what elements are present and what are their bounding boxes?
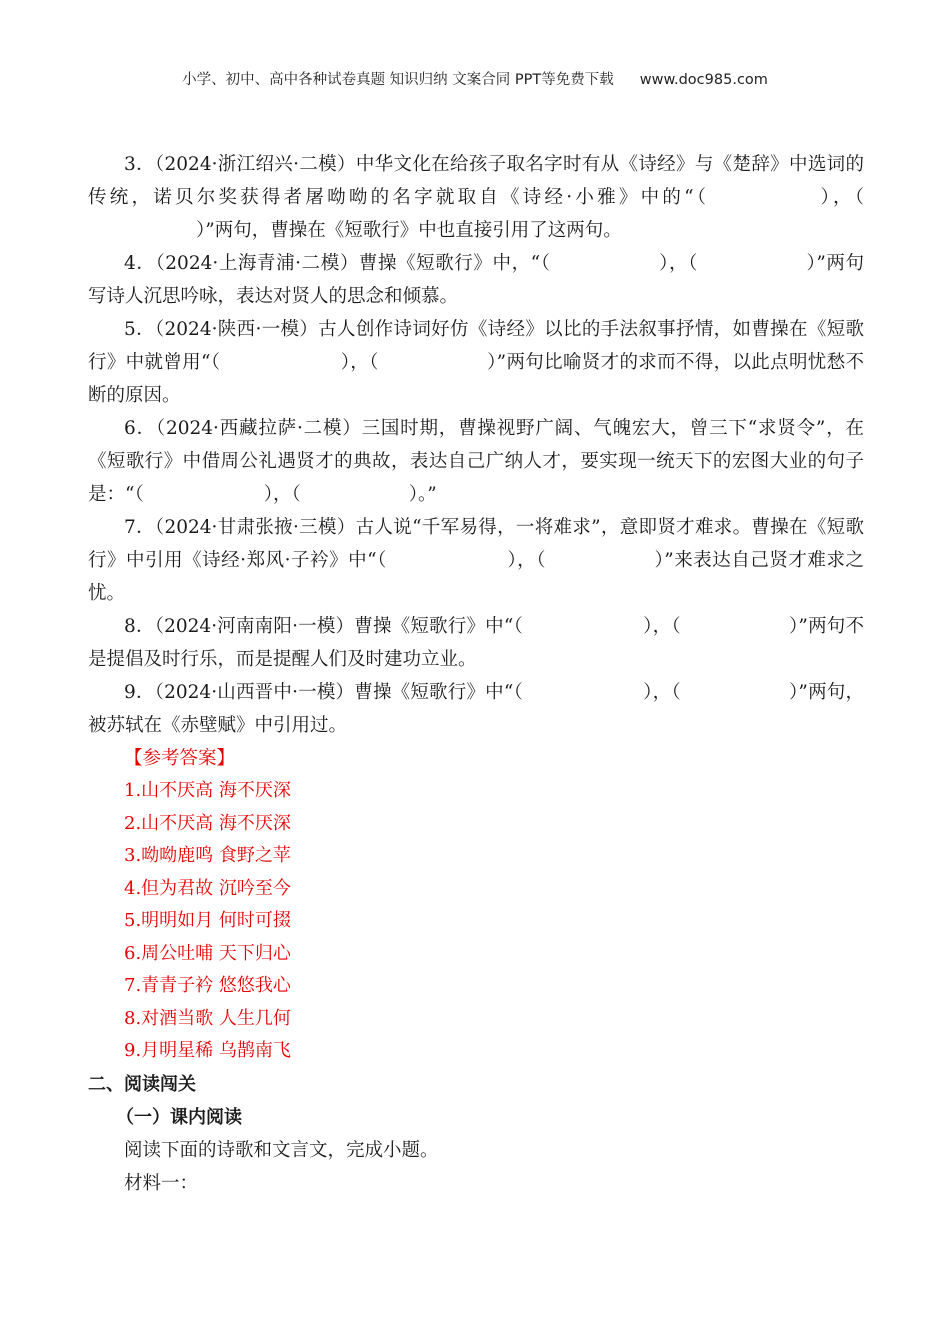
document-body — [88, 148, 864, 1200]
question-text: 4．（2024·上海青浦·二模）曹操《短歌行》中，“（ — [124, 253, 551, 274]
question-text: ），（ — [817, 187, 864, 208]
answer-item: 1.山不厌高 海不厌深 — [124, 780, 291, 801]
question-text: 7．（2024·甘肃张掖·三模）古人说“千军易得，一将难求”，意即贤才难求。曹操在《短歌行》中引用《诗经·郑风·子衿》中“（ — [88, 517, 864, 571]
question-5 — [88, 313, 864, 412]
question-text: ），（ — [642, 616, 681, 637]
question-text: ）”两句比喻贤才的求而不得，以此点明忧愁不断的原因。 — [88, 352, 864, 406]
question-4 — [88, 247, 864, 313]
header-text: 小学、初中、高中各种试卷真题 知识归纳 文案合同 PPT等免费下载 — [182, 72, 614, 88]
answer-item: 3.呦呦鹿鸣 食野之苹 — [124, 845, 291, 866]
question-text: ），（ — [642, 682, 681, 703]
question-7 — [88, 511, 864, 610]
instruction-text: 阅读下面的诗歌和文言文，完成小题。 — [124, 1139, 439, 1161]
question-text: ），（ — [658, 253, 698, 274]
question-text: ）”两句写诗人沉思吟咏，表达对贤人的思念和倾慕。 — [88, 253, 864, 307]
question-9 — [88, 676, 864, 742]
answer-item: 2.山不厌高 海不厌深 — [124, 812, 291, 834]
question-8 — [88, 610, 864, 676]
question-text: ）”两句，曹操在《短歌行》中也直接引用了这两句。 — [196, 220, 622, 241]
question-text: ），（ — [506, 550, 546, 571]
page-header — [0, 68, 950, 89]
header-site-link[interactable]: www.doc985.com — [639, 72, 768, 88]
question-text: 8．（2024·河南南阳·一模）曹操《短歌行》中“（ — [124, 616, 523, 637]
question-6 — [88, 412, 864, 511]
question-text: ）”两句不是提倡及时行乐，而是提醒人们及时建功立业。 — [88, 616, 864, 670]
question-text: ），（ — [340, 352, 379, 373]
answer-key-title: 【参考答案】 — [124, 748, 236, 769]
material-label: 材料一： — [124, 1172, 199, 1194]
question-text: ）。” — [408, 484, 437, 505]
question-text: 6．（2024·西藏拉萨·二模）三国时期，曹操视野广阔、气魄宏大，曾三下“求贤令”，在《短歌行》中借周公礼遇贤才的典故，表达自己广纳人才，要实现一统天下的宏图大业的句子是：“（ — [88, 418, 864, 505]
section-heading: 二、阅读闯关 — [88, 1073, 196, 1095]
question-3 — [88, 148, 864, 247]
answer-item: 6.周公吐哺 天下归心 — [124, 942, 291, 964]
answer-item: 4.但为君故 沉吟至今 — [124, 877, 291, 899]
question-text: 5．（2024·陕西·一模）古人创作诗词好仿《诗经》以比的手法叙事抒情，如曹操在《短歌行》中就曾用“（ — [88, 319, 864, 373]
subsection-heading: （一）课内阅读 — [116, 1106, 242, 1128]
question-text: ）”两句，被苏轼在《赤壁赋》中引用过。 — [88, 682, 864, 736]
answer-item: 5.明明如月 何时可掇 — [124, 910, 291, 931]
answer-item: 7.青青子衿 悠悠我心 — [124, 975, 291, 996]
question-text: ），（ — [263, 484, 301, 505]
question-text: ）”来表达自己贤才难求之忧。 — [88, 550, 864, 604]
question-text: 3．（2024·浙江绍兴·二模）中华文化在给孩子取名字时有从《诗经》与《楚辞》中选词的传统，诺贝尔奖获得者屠呦呦的名字就取自《诗经·小雅》中的“（ — [88, 154, 864, 208]
question-text: 9．（2024·山西晋中·一模）曹操《短歌行》中“（ — [124, 682, 523, 703]
answer-item: 8.对酒当歌 人生几何 — [124, 1007, 291, 1029]
answer-item: 9.月明星稀 乌鹊南飞 — [124, 1040, 291, 1061]
